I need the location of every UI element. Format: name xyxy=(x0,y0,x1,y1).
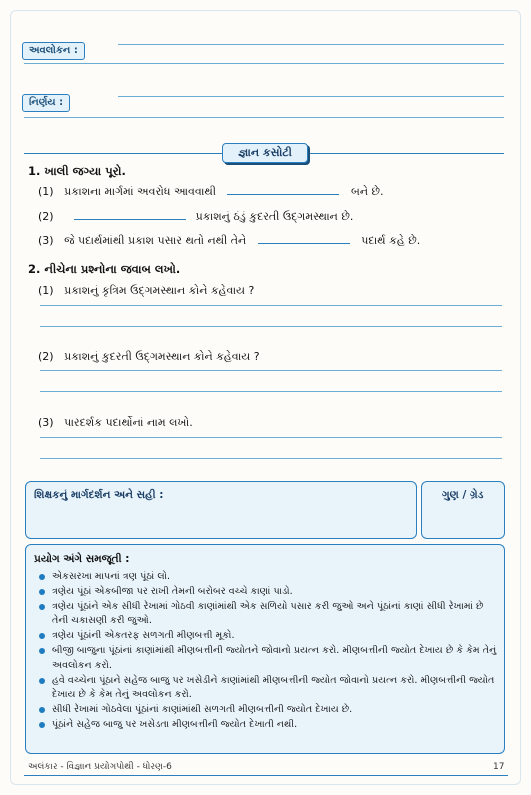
experiment-point: બીજી બાજુના પૂંઠાંનાં કાણાંમાંથી મીણબત્તીની જ્યોતને જોવાનો પ્રયત્ન કરો. મીણબત્તીની જ્યોત દેખાય છે કે કેમ તેનું અવલોકન કરો. xyxy=(38,644,498,674)
banner-rule-right xyxy=(308,153,504,154)
q1-item-1-before: પ્રકાશના માર્ગમાં અવરોધ આવવાથી xyxy=(64,185,216,198)
experiment-title: પ્રયોગ અંગે સમજૂતી : xyxy=(34,553,130,565)
experiment-point: સીધી રેખામાં ગોઠવેલા પૂંઠાંનાં કાણાંમાંથી સળગતી મીણબત્તીની જ્યોત દેખાય છે. xyxy=(38,703,498,718)
experiment-point: હવે વચ્ચેના પૂંઠાને સહેજ બાજુ પર ખસેડીને કાણાંમાંથી મીણબત્તીની જ્યોત જોવાનો પ્રયત્ન કરો. મીણબત્તીની જ્યોત દેખાય છે કે કેમ તેનું અવલોકન કરો. xyxy=(38,674,498,704)
q1-item-1-num: (1) xyxy=(38,185,54,198)
grade-box[interactable] xyxy=(421,481,505,539)
q1-item-2-after: પ્રકાશનું ઠંડું કુદરતી ઉદ્‌ગમસ્થાન છે. xyxy=(195,210,354,223)
q2-answer-line-3b[interactable] xyxy=(40,458,502,459)
q1-item-2-num: (2) xyxy=(38,210,54,223)
q2-item-3-text: પારદર્શક પદાર્થોનાં નામ લખો. xyxy=(64,416,193,429)
observation-line-1 xyxy=(118,44,504,45)
teacher-box[interactable] xyxy=(25,481,417,539)
experiment-box xyxy=(25,544,505,754)
bullet-icon xyxy=(39,589,45,595)
q1-item-3-num: (3) xyxy=(38,234,54,247)
q1-item-2-blank[interactable] xyxy=(74,210,186,220)
conclusion-label: નિર્ણય : xyxy=(22,94,70,112)
q2-item-2-text: પ્રકાશનું કુદરતી ઉદ્‌ગમસ્થાન કોને કહેવાય ? xyxy=(64,350,260,363)
q2-item-3 xyxy=(38,416,193,430)
bullet-icon xyxy=(39,722,45,728)
footer-rule xyxy=(24,775,508,776)
q2-answer-line-2a[interactable] xyxy=(40,370,502,371)
q1-item-3-after: પદાર્થ કહે છે. xyxy=(361,234,421,247)
q1-item-3-blank[interactable] xyxy=(258,234,350,244)
q1-title: 1. ખાલી જગ્યા પૂરો. xyxy=(28,164,126,178)
q1-item-3-before: જે પદાર્થમાંથી પ્રકાશ પસાર થતો નથી તેને xyxy=(64,234,247,247)
footer-book-title: અલંકાર - વિજ્ઞાન પ્રયોગપોથી - ધોરણ-6 xyxy=(28,762,172,772)
experiment-point: ત્રણેય પૂંઠાંની એકતરફ સળગતી મીણબત્તી મૂકો. xyxy=(38,629,498,644)
q1-item-3 xyxy=(38,234,420,248)
q2-answer-line-2b[interactable] xyxy=(40,391,502,392)
section-title: જ્ઞાન કસોટી xyxy=(222,143,308,163)
banner-rule-left xyxy=(24,153,222,154)
experiment-list xyxy=(38,570,498,733)
q2-item-1-num: (1) xyxy=(38,284,54,297)
bullet-icon xyxy=(39,574,45,580)
q2-item-2 xyxy=(38,350,260,364)
q2-item-1-text: પ્રકાશનું કૃત્રિમ ઉદ્‌ગમસ્થાન કોને કહેવાય ? xyxy=(64,284,255,297)
experiment-point: ત્રણેય પૂંઠાંને એક સીધી રેખામાં ગોઠવી કાણાંમાંથી એક સળિયો પસાર કરી જુઓ અને પૂંઠાંનાં કાણાં સીધી રેખામાં છે તેની ચકાસણી કરી જુઓ. xyxy=(38,600,498,630)
bullet-icon xyxy=(39,633,45,639)
q1-item-1 xyxy=(38,185,384,199)
experiment-point: પૂંઠાંને સહેજ બાજુ પર ખસેડતા મીણબત્તીની જ્યોત દેખાતી નથી. xyxy=(38,718,498,733)
q2-answer-line-3a[interactable] xyxy=(40,437,502,438)
bullet-icon xyxy=(39,678,45,684)
bullet-icon xyxy=(39,604,45,610)
q1-item-1-blank[interactable] xyxy=(227,185,339,195)
q2-answer-line-1b[interactable] xyxy=(40,326,502,327)
conclusion-line-2 xyxy=(24,117,504,118)
experiment-point: ત્રણેય પૂંઠાં એકબીજા પર રાખી તેમની બરોબર વચ્ચે કાણાં પાડો. xyxy=(38,585,498,600)
experiment-point: એકસરખા માપનાં ત્રણ પૂંઠાં લો. xyxy=(38,570,498,585)
conclusion-line-1 xyxy=(118,96,504,97)
page-number: 17 xyxy=(493,762,505,772)
observation-line-2 xyxy=(24,63,504,64)
q2-title: 2. નીચેના પ્રશ્નોના જવાબ લખો. xyxy=(28,262,181,276)
bullet-icon xyxy=(39,707,45,713)
bullet-icon xyxy=(39,648,45,654)
q2-item-2-num: (2) xyxy=(38,350,54,363)
q2-item-3-num: (3) xyxy=(38,416,54,429)
observation-label: અવલોકન : xyxy=(22,42,85,60)
teacher-label: શિક્ષકનું માર્ગદર્શન અને સહી : xyxy=(34,489,164,501)
q1-item-2 xyxy=(38,210,353,224)
grade-label: ગુણ / ગ્રેડ xyxy=(442,489,484,501)
q1-item-1-after: બને છે. xyxy=(350,185,384,198)
q2-item-1 xyxy=(38,284,254,298)
q2-answer-line-1a[interactable] xyxy=(40,305,502,306)
